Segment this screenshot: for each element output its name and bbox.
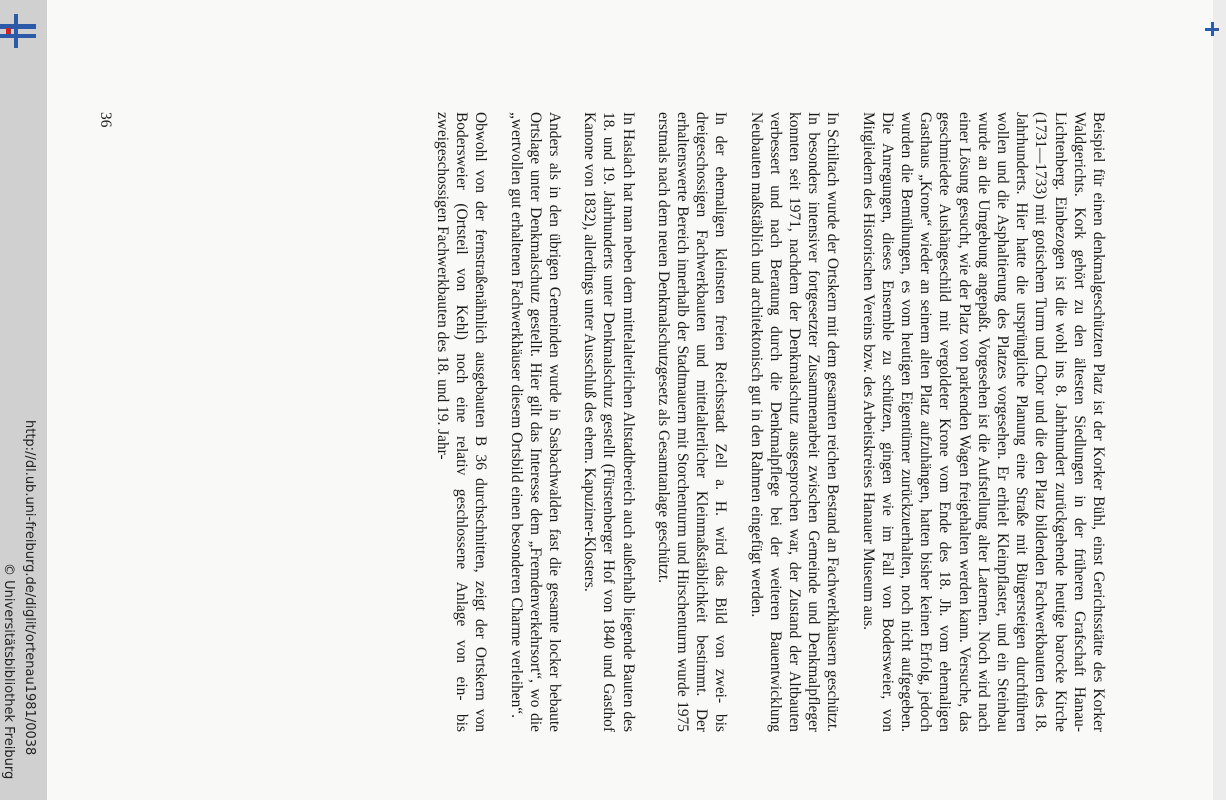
page-edge <box>1213 0 1226 800</box>
paragraph-sasbachwalden: Anders als in den übrigen Gemeinden wurde in Sasbachwalden fast die gesamte locker bebaute Ortslage unter Denkmalschutz gestellt. Hier gilt das Interesse dem „Fremdenverkehrsort“, wo die „wertvollen gut erhaltenen Fachwerkhäuser diesem Ortsbild einen besonderen Charme verleihen“. <box>507 112 563 732</box>
paragraph-bodersweier: Obwohl von der fernstraßenähnlich ausgebauten B 36 durchschnitten, zeigt der Ortskern von Bodersweier (Ortsteil von Kehl) noch eine relativ geschlossene Anlage von ein- bis zweigeschossigen Fachwerkbauten des 18. und 19. Jahr- <box>433 112 490 732</box>
paragraph-korker-buehl: Beispiel für einen denkmalgeschützten Platz ist der Korker Bühl, einst Gerichtsstätte des Korker Waldgerichts. Kork gehört zu den ältesten Siedlungen in der früheren Grafschaft Hanau-Lichtenberg. Einbezogen ist die wohl ins 8. Jahrhundert zurückgehende heutige barocke Kirche (1731—1733) mit gotischem Turm und Chor und die den Platz bildenden Fachwerkbauten des 18. Jahrhunderts. Hier hatte die ursprüngliche Planung eine Straße mit Bürgersteigen durchführen wollen und die Asphaltierung des Platzes vorgesehen. Er erhielt Kleinpflaster, und ein Steinbau wurde an die Umgebung angepaßt. Vorgesehen ist die Aufstellung alter Laternen. Noch wird nach einer Lösung gesucht, wie der Platz von parkenden Wagen freigehalten werden kann. Versuche, das geschmiedete Aushängeschild mit vergoldeter Krone vom Ende des 18. Jh. vom ehemaligen Gasthaus „Krone“ wieder an seinem alten Platz aufzuhängen, hatten bisher keinen Erfolg, jedoch wurden die Bemühungen, es vom heutigen Eigentümer zurückzuerhalten, noch nicht aufgegeben. Die Anregungen, dieses Ensemble zu schützen, gingen wie im Fall von Bodersweier, von Mitgliedern des Historischen Vereins bzw. des Arbeitskreises Hanauer Museum aus. <box>859 112 1107 732</box>
copyright-notice: © Universitätsbibliothek Freiburg <box>1 563 16 780</box>
source-caption <box>0 0 47 800</box>
page-number: 36 <box>97 112 114 128</box>
corner-mark-icon <box>1205 22 1219 36</box>
paragraph-schiltach: In Schiltach wurde der Ortskern mit dem gesamten reichen Bestand an Fachwerkhäusern geschützt. In besonders intensiver fortgesetzter Zusammenarbeit zwischen Gemeinde und Denkmalpfleger konnten seit 1971, nachdem der Denkmalschutz ausgesprochen war, der Zustand der Altbauten verbessert und nach Beratung durch die Denkmalpflege bei der weiteren Bauentwicklung Neubauten maßstäblich und architektonisch gut in den Rahmen eingefügt werden. <box>747 112 842 732</box>
page-text-block <box>98 112 1108 732</box>
source-url[interactable]: http://dl.ub.uni-freiburg.de/diglit/ortenau1981/0038 <box>22 420 37 756</box>
paragraph-zell: In der ehemaligen kleinsten freien Reichsstadt Zell a. H. wird das Bild von zwei- bis dreigeschossigen Fachwerkbauten und mittelalterlicher Kleinmaßstäblichkeit bestimmt. Der erhaltenswerte Bereich innerhalb der Stadtmauern mit Storchenturm und Hirschenturm wurde 1975 erstmals nach dem neuen Denkmalschutzgesetz als Gesamtanlage geschützt. <box>654 112 730 732</box>
paragraph-haslach: In Haslach hat man neben dem mittelalterlichen Altstadtbereich auch außerhalb liegende Bauten des 18. und 19. Jahrhunderts unter Denkmalschutz gestellt (Fürstenberger Hof von 1840 und Gasthof Kanone von 1832), allerdings unter Ausschluß des ehem. Kapuziner-Klosters. <box>581 112 637 732</box>
